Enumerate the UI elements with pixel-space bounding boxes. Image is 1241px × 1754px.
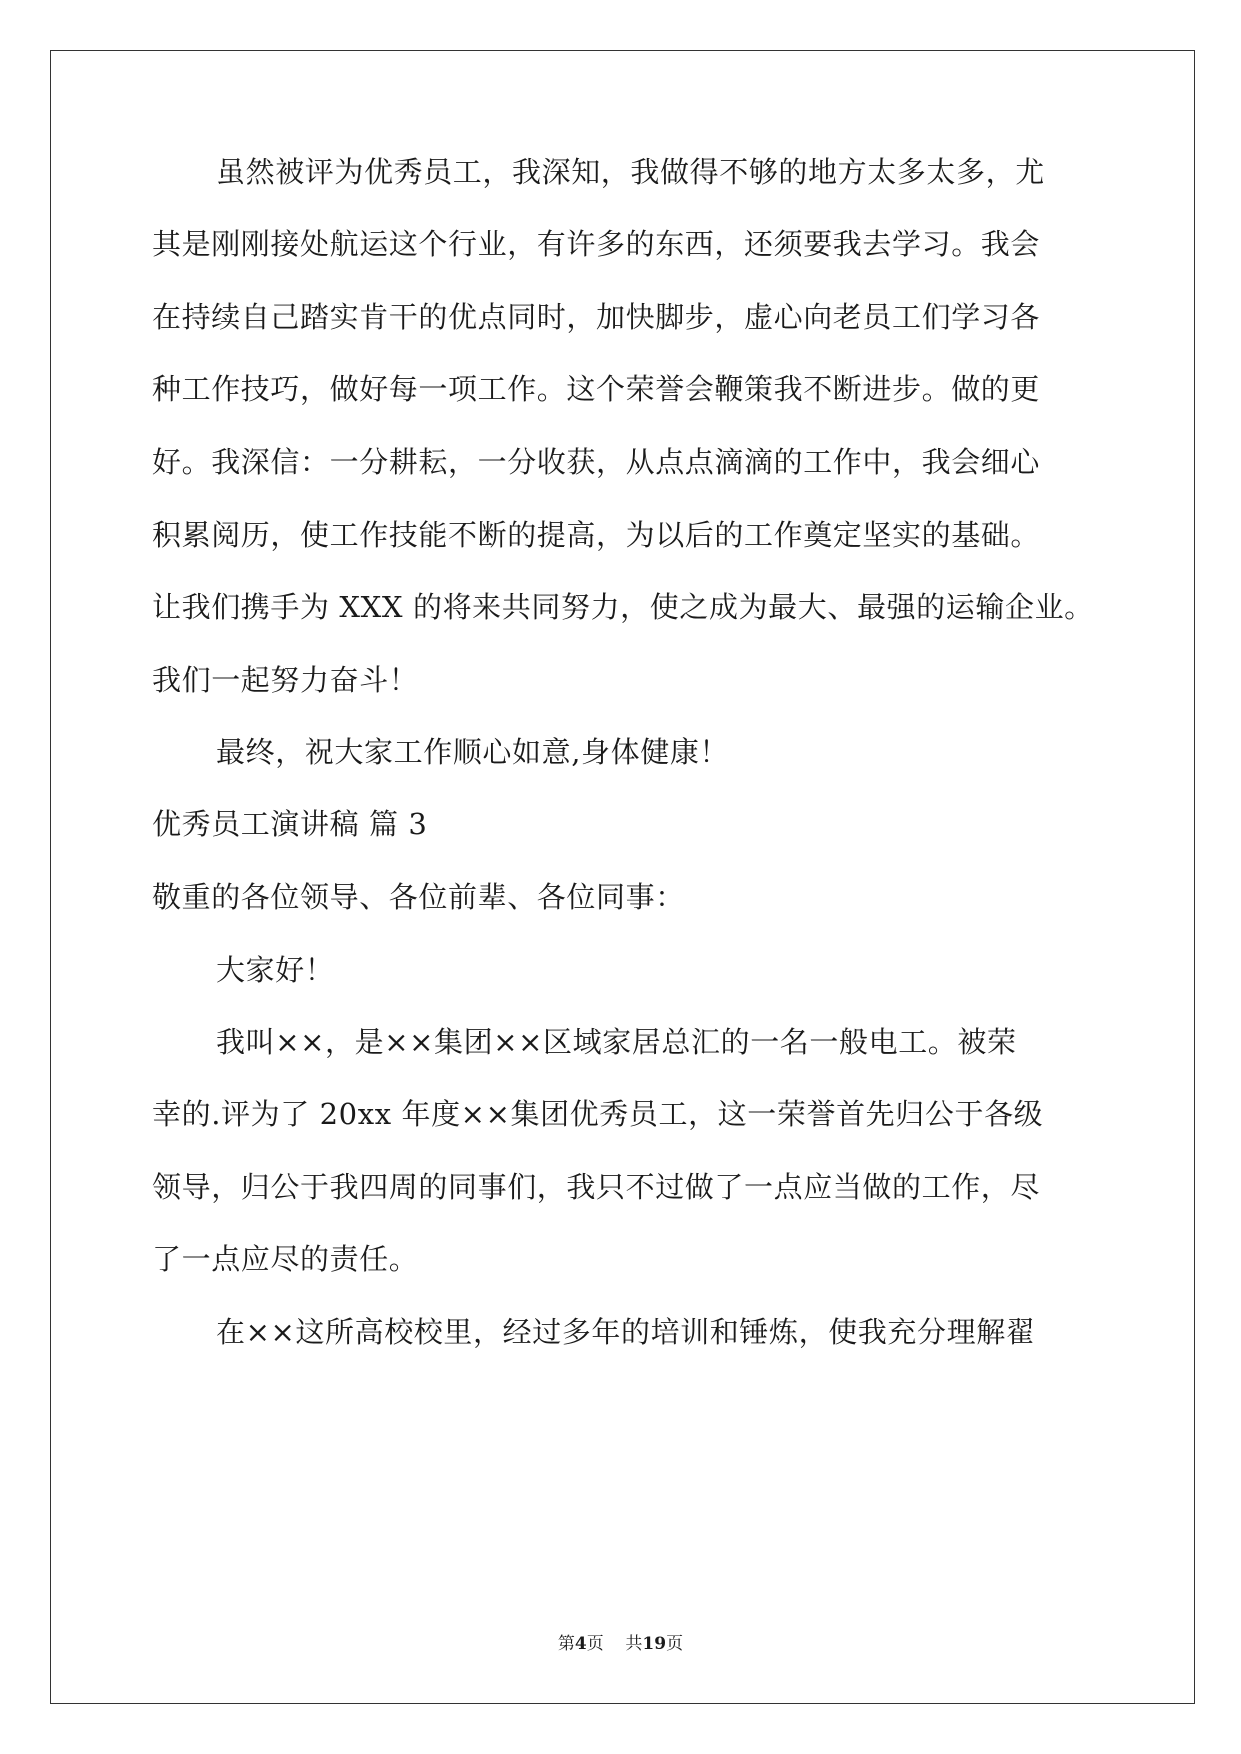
paragraph-line: 在××这所高校校里，经过多年的培训和锤炼，使我充分理解翟 (216, 1315, 1036, 1349)
salutation: 敬重的各位领导、各位前辈、各位同事： (152, 880, 685, 914)
page-suffix: 页 (586, 1634, 604, 1654)
paragraph-line: 领导，归公于我四周的同事们，我只不过做了一点应当做的工作，尽 (152, 1170, 1041, 1204)
total-suffix: 页 (666, 1634, 684, 1654)
paragraph-line: 虽然被评为优秀员工，我深知，我做得不够的地方太多太多，尤 (216, 155, 1045, 189)
paragraph-line: 好。我深信：一分耕耘，一分收获，从点点滴滴的工作中，我会细心 (152, 445, 1041, 479)
page-footer (0, 1632, 1241, 1656)
paragraph-line: 我叫××，是××集团××区域家居总汇的一名一般电工。被荣 (216, 1025, 1017, 1059)
total-pages: 19 (642, 1634, 667, 1654)
paragraph-line: 让我们携手为 XXX 的将来共同努力，使之成为最大、最强的运输企业。 (152, 590, 1094, 624)
paragraph-line: 了一点应尽的责任。 (152, 1242, 419, 1276)
paragraph-line: 我们一起努力奋斗！ (152, 663, 419, 697)
paragraph-line: 其是刚刚接处航运这个行业，有许多的东西，还须要我去学习。我会 (152, 227, 1041, 261)
paragraph-line: 在持续自己踏实肯干的优点同时，加快脚步，虚心向老员工们学习各 (152, 300, 1041, 334)
section-heading: 优秀员工演讲稿 篇 3 (152, 807, 428, 841)
total-prefix: 共 (625, 1634, 643, 1654)
greeting: 大家好！ (216, 953, 335, 987)
paragraph-line: 种工作技巧，做好每一项工作。这个荣誉会鞭策我不断进步。做的更 (152, 372, 1041, 406)
paragraph-line: 幸的.评为了 20xx 年度××集团优秀员工，这一荣誉首先归公于各级 (152, 1097, 1044, 1131)
paragraph-line: 最终，祝大家工作顺心如意,身体健康！ (216, 735, 730, 769)
page-number: 4 (574, 1634, 587, 1654)
paragraph-line: 积累阅历，使工作技能不断的提高，为以后的工作奠定坚实的基础。 (152, 518, 1041, 552)
page-prefix: 第 (557, 1634, 575, 1654)
